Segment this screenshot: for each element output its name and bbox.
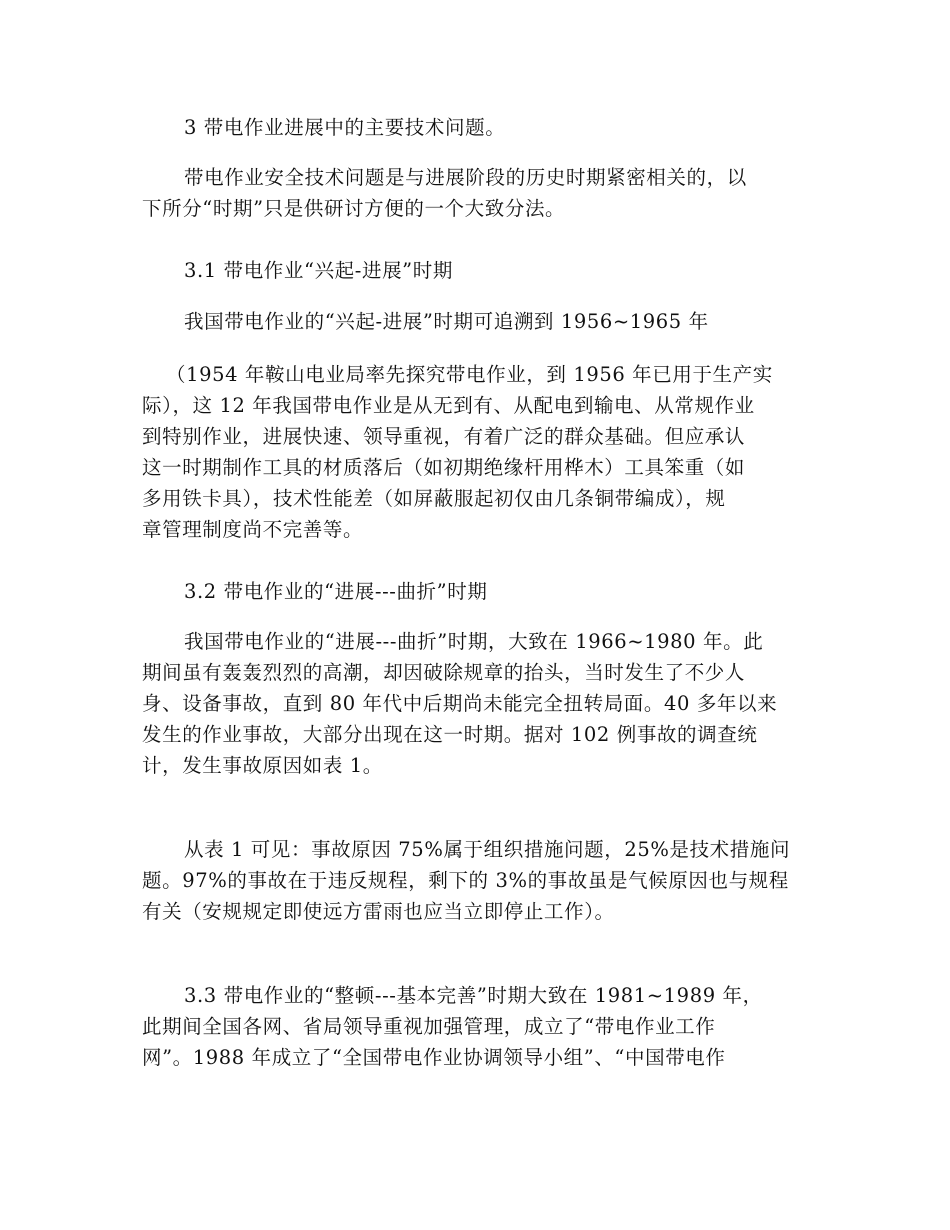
text-line: 多用铁卡具），技术性能差（如屏蔽服起初仅由几条铜带编成），规 xyxy=(142,487,726,510)
text-line: 计，发生事故原因如表 1。 xyxy=(142,754,383,777)
section-heading-3 xyxy=(142,112,810,143)
text-line: 期间虽有轰轰烈烈的高潮，却因破除规章的抬头，当时发生了不少人 xyxy=(142,661,746,684)
text-line: 题。97%的事故在于违反规程，剩下的 3%的事故虽是气候原因也与规程 xyxy=(142,869,789,892)
paragraph-intro xyxy=(142,162,810,224)
text-line: 3 带电作业进展中的主要技术问题。 xyxy=(184,116,506,139)
text-line: 3.1 带电作业“兴起-进展”时期 xyxy=(184,259,453,282)
paragraph-3-1-lead xyxy=(142,306,810,337)
text-line: 身、设备事故，直到 80 年代中后期尚未能完全扭转局面。40 多年以来 xyxy=(142,692,778,715)
text-line: 此期间全国各网、省局领导重视加强管理，成立了“带电作业工作 xyxy=(142,1015,716,1038)
paragraph-table-1-analysis xyxy=(142,834,810,927)
text-line: 3.2 带电作业的“进展---曲折”时期 xyxy=(184,580,488,603)
text-line: 到特别作业，进展快速、领导重视，有着广泛的群众基础。但应承认 xyxy=(142,425,746,448)
paragraph-3-2-body xyxy=(142,626,810,781)
text-line: （1954 年鞍山电业局率先探究带电作业，到 1956 年已用于生产实 xyxy=(166,363,773,386)
text-line: 网”。1988 年成立了“全国带电作业协调领导小组”、“中国带电作 xyxy=(142,1046,726,1069)
text-line: 发生的作业事故，大部分出现在这一时期。据对 102 例事故的调查统 xyxy=(142,723,758,746)
section-heading-3-2 xyxy=(142,576,810,607)
text-line: 带电作业安全技术问题是与进展阶段的历史时期紧密相关的，以 xyxy=(184,166,747,189)
paragraph-3-1-body xyxy=(142,359,810,545)
text-line: 我国带电作业的“进展---曲折”时期，大致在 1966~1980 年。此 xyxy=(184,630,764,653)
text-line: 下所分“时期”只是供研讨方便的一个大致分法。 xyxy=(142,197,566,220)
text-line: 有关（安规规定即使远方雷雨也应当立即停止工作）。 xyxy=(142,900,615,923)
text-line: 际），这 12 年我国带电作业是从无到有、从配电到输电、从常规作业 xyxy=(142,394,755,417)
section-heading-3-1 xyxy=(142,255,810,286)
text-line: 从表 1 可见：事故原因 75%属于组织措施问题，25%是技术措施问 xyxy=(184,838,791,861)
text-line: 章管理制度尚不完善等。 xyxy=(142,518,364,541)
text-line: 我国带电作业的“兴起-进展”时期可追溯到 1956~1965 年 xyxy=(184,310,709,333)
text-line: 这一时期制作工具的材质落后（如初期绝缘杆用桦木）工具笨重（如 xyxy=(142,456,746,479)
text-line: 3.3 带电作业的“整顿---基本完善”时期大致在 1981~1989 年， xyxy=(184,984,763,1007)
paragraph-3-3-body xyxy=(142,980,810,1073)
